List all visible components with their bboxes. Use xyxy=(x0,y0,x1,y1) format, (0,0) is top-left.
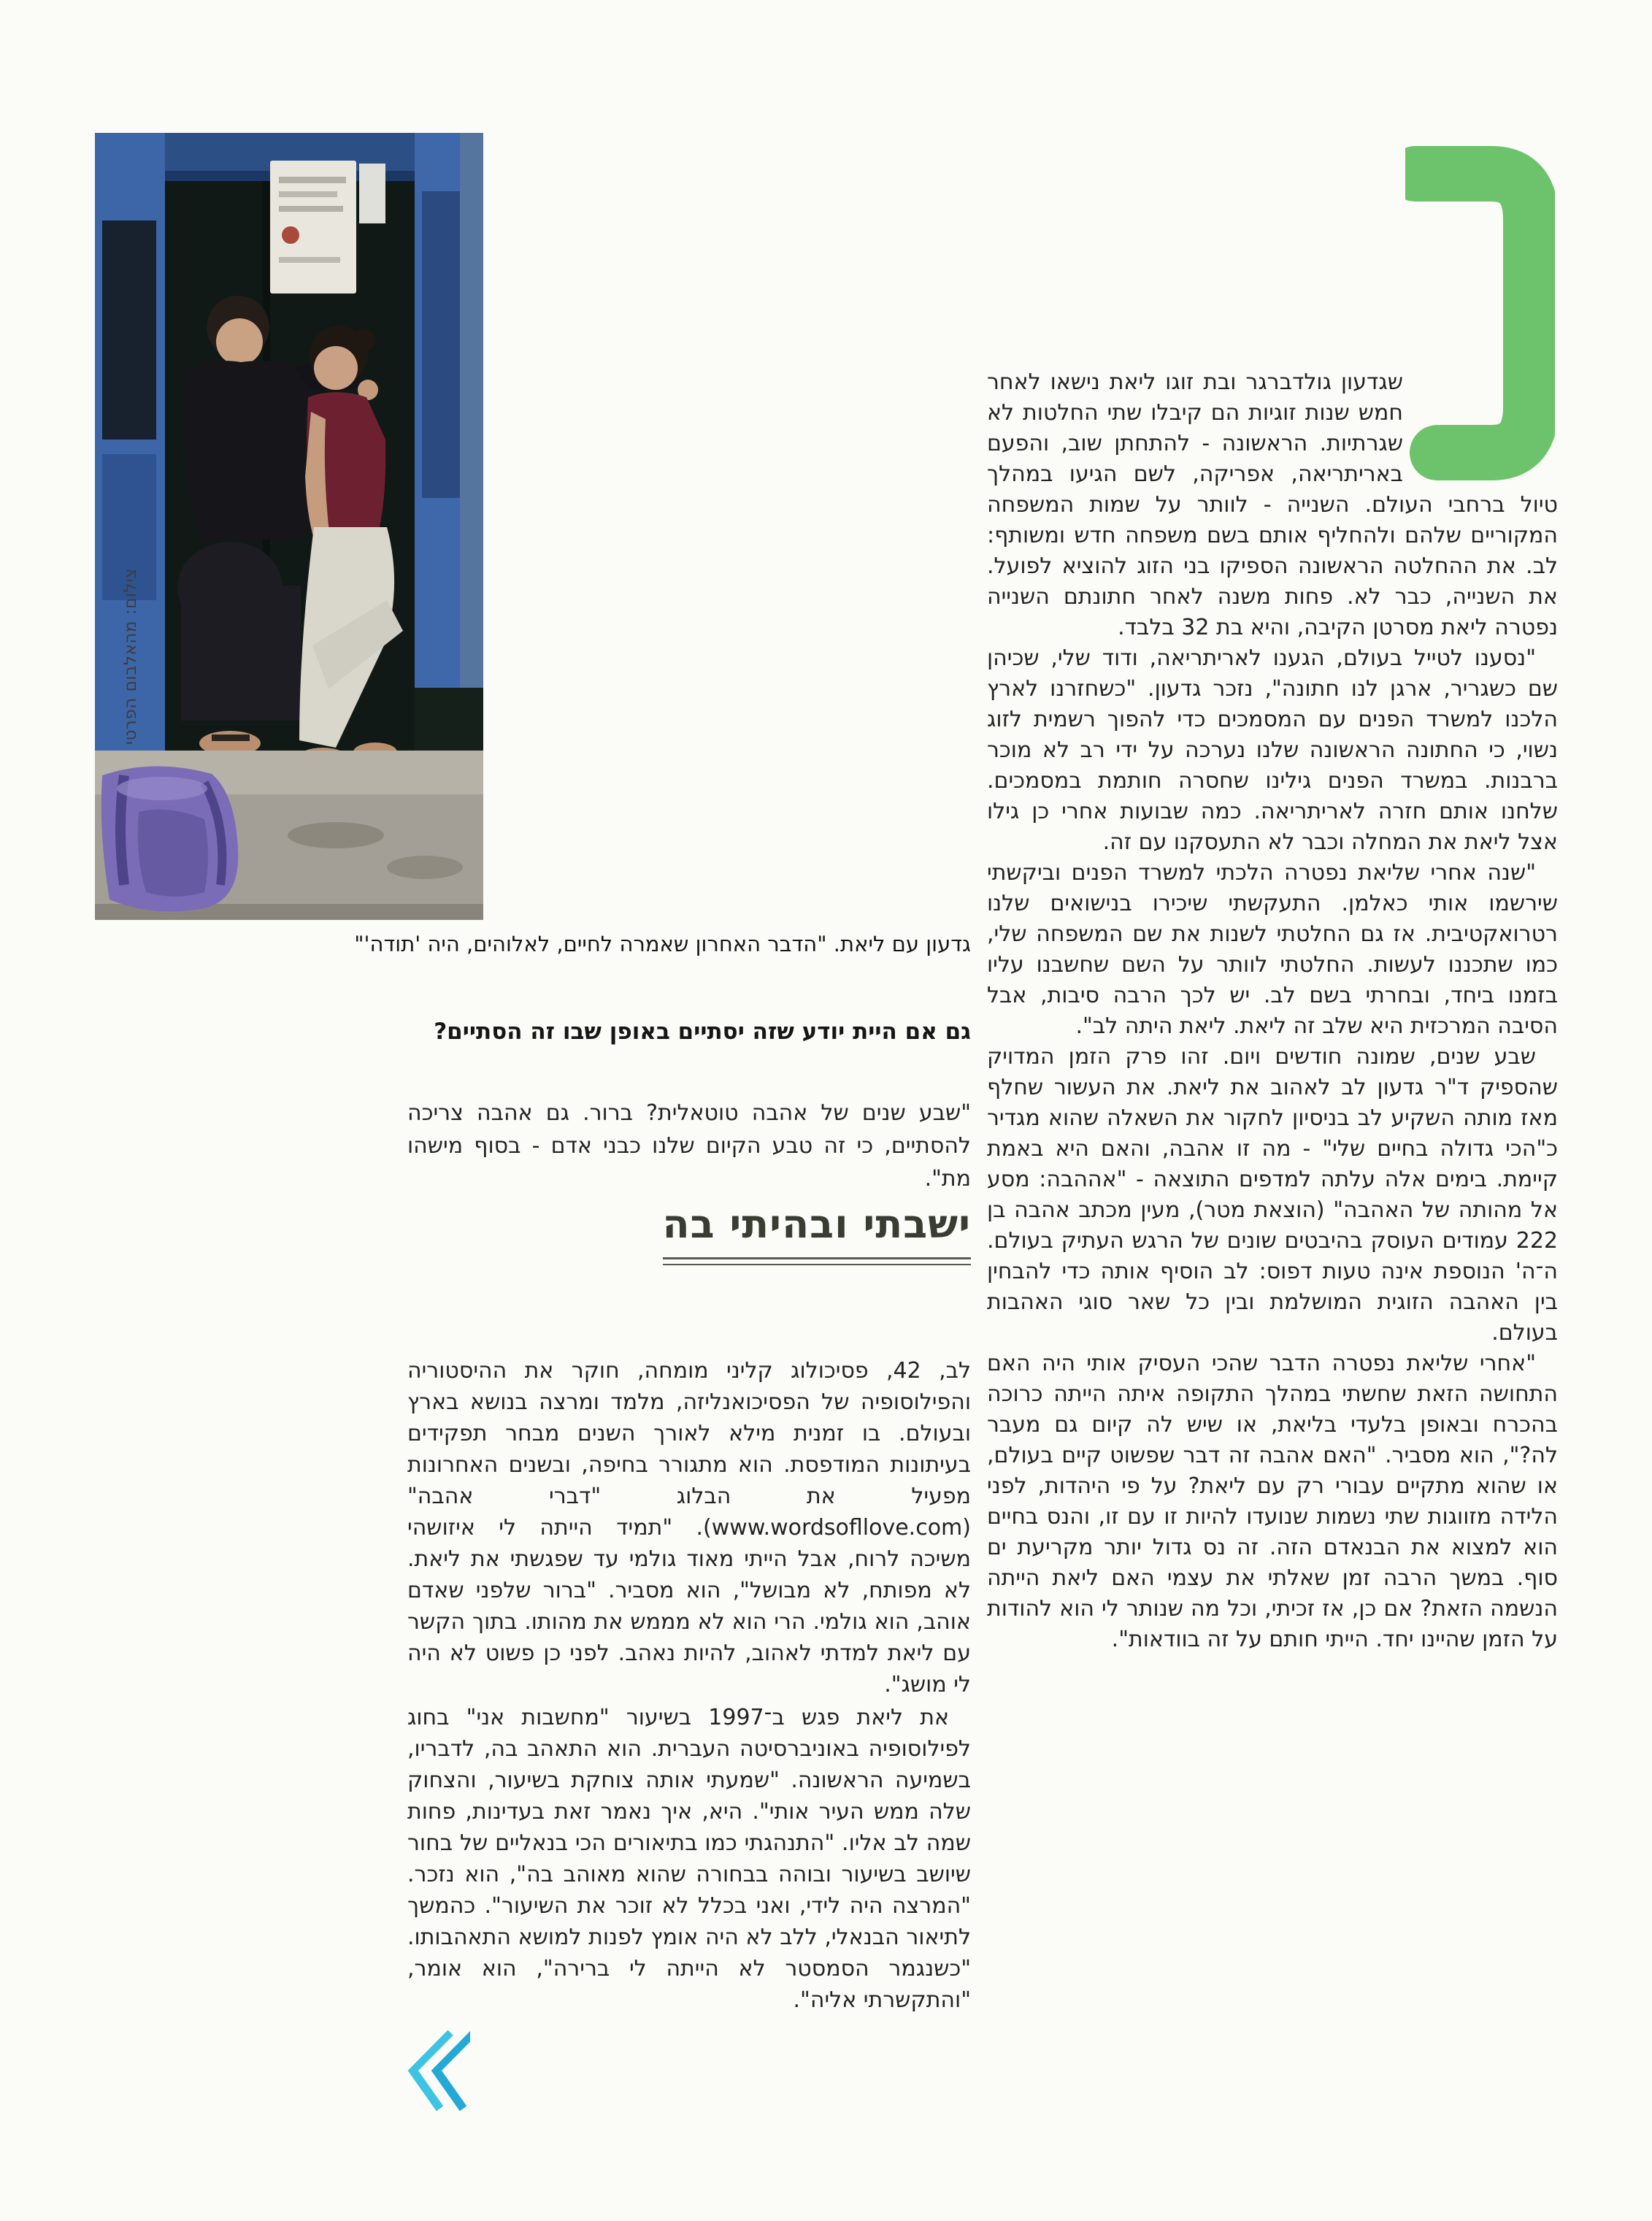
interview-question: גם אם היית יודע שזה יסתיים באופן שבו זה הסתיים? xyxy=(434,1019,971,1045)
left-window xyxy=(102,220,156,440)
small-sign xyxy=(359,164,385,223)
section-heading-row xyxy=(407,1203,971,1259)
interview-answer: "שבע שנים של אהבה טוטאלית? ברור. גם אהבה צריכה להסתיים, כי זה טבע הקיום שלנו כבני אדם - בסוף מישהו מת". xyxy=(407,1100,971,1192)
poster-text-line xyxy=(279,191,337,197)
man-shirt xyxy=(183,361,323,540)
man-pants xyxy=(181,586,301,721)
chevron-left xyxy=(408,2033,451,2109)
woman-hair-bun xyxy=(352,329,375,352)
poster-text-line xyxy=(279,177,346,183)
article-photo xyxy=(95,133,483,920)
sidewalk-stain xyxy=(288,822,384,848)
poster-text-line xyxy=(279,206,343,212)
man-face xyxy=(216,318,263,365)
woman-face xyxy=(314,346,358,390)
article-column-second xyxy=(407,1355,971,2016)
photo-credit: צילום: מהאלבום הפרטי xyxy=(121,568,140,745)
article-paragraph: שבע שנים, שמונה חודשים ויום. זהו פרק הזמן המדויק שהספיק ד"ר גדעון לב לאהוב את ליאת. את העשור שחלף מאז מותה השקיע לב בניסיון לחקור את השאלה שהוא מגדיר כ"הכי גדולה בחיים שלי" - מה זו אהבה, והאם היא באמת קיימת. בימים אלה עלתה למדפים התוצאה - "אההבה: מסע אל מהותה של האהבה" (הוצאת מטר), מעין מכתב אהבה בן 222 עמודים העוסק בהיבטים שונים של הרגש העתיק בעולם. ה־ה' הנוספת אינה טעות דפוס: לב הוסיף אותה כדי להבחין בין האהבה הזוגית המושלמת ובין כל שאר סוגי האהבות בעולם. xyxy=(987,1044,1558,1346)
photo-illustration xyxy=(95,133,483,920)
poster-mark xyxy=(282,226,299,244)
article-column-first xyxy=(987,367,1558,1655)
continuation-chevrons-icon xyxy=(400,2028,470,2113)
article-paragraph xyxy=(987,367,1558,643)
article-paragraph: "אחרי שליאת נפטרה הדבר שהכי העסיק אותי היה האם התחושה הזאת שחשתי במהלך התקופה איתה הייתה כרוכה בהכרח ובאופן בלעדי בליאת, או שיש לה קיום גם מעבר לה?", הוא מסביר. "האם אהבה זה דבר שפשוט קיים בעולם, או שהוא מתקיים עבורי רק עם ליאת? על פי היהדות, לפני הלידה מזווגות שתי נשמות שנועדו להיות זו עם זו, והנס בחיים הוא למצוא את הבנאדם הזה. זה נס גדול יותר מקריעת ים סוף. במשך הרבה זמן שאלתי את עצמי האם ליאת הייתה הנשמה הזאת? אם כן, אז זכיתי, וכל מה שנותר לי הוא להודות על הזמן שהיינו יחד. הייתי חותם על זה בוודאות". xyxy=(987,1351,1558,1652)
article-paragraph: "שנה אחרי שליאת נפטרה הלכתי למשרד הפנים וביקשתי שירשמו אותי כאלמן. התעקשתי שיכירו בנישואים שלנו רטרואקטיבית. אז גם החלטתי לשנות את שם המשפחה שלי, כמו שתכננו לעשות. החלטתי לוותר על השם שחשבנו עליו בזמנו ביחד, ובחרתי בשם לב. יש לכך הרבה סיבות, אבל הסיבה המרכזית היא שלב זה ליאת. ליאת היתה לב". xyxy=(987,860,1558,1039)
article-paragraph: "נסענו לטייל בעולם, הגענו לאריתריאה, ודוד שלי, שכיהן שם כשגריר, ארגן לנו חתונה", נזכר גדעון. "כשחזרנו לארץ הלכנו למשרד הפנים עם המסמכים כדי להפוך רשמית לזוג נשוי, כי החתונה הראשונה שלנו נערכה על ידי רב לא מוכר ברבנות. במשרד הפנים גילינו שחסרה חותמת במסמכים. שלחנו אותם חזרה לאריתריאה. כמה שבועות אחרי כן גילו אצל ליאת את המחלה וכבר לא התעסקנו עם זה. xyxy=(987,645,1558,855)
paragraph-text: שגדעון גולדברגר ובת זוגו ליאת נישאו לאחר חמש שנות זוגיות הם קיבלו שתי החלטות לא שגרתיות. הראשונה - להתחתן שוב, והפעם באריתריאה, אפריקה, לשם הגיעו במהלך טיול ברחבי העולם. השנייה - לוותר על שמות המשפחה המקוריים שלהם ולהחליף אותם בשם משפחה חדש ומשותף: לב. את ההחלטה הראשונה הספיקו בני הזוג להוציא לפועל. את השנייה, כבר לא. פחות משנה לאחר חתונתם השנייה נפטרה ליאת מסרטן הקיבה, והיא בת 32 בלבד. xyxy=(987,369,1558,640)
man-sandal-strap xyxy=(212,734,250,741)
article-paragraph: את ליאת פגש ב־1997 בשיעור "מחשבות אני" בחוג לפילוסופיה באוניברסיטה העברית. הוא התאהב בה, לדבריו, בשמיעה הראשונה. "שמעתי אותה צוחקת בשיעור, והצחוק שלה ממש העיר אותי". היא, איך נאמר זאת בעדינות, פחות שמה לב אליו. "התנהגתי כמו בתיאורים הכי בנאליים של בחור שיושב בשיעור ובוהה בבחורה שהוא מאוהב בה", הוא נזכר. "המרצה היה לידי, ואני בכלל לא זוכר את השיעור". כהמשך לתיאור הבנאלי, ללב לא היה אומץ לפנות למושא התאהבותו. "כשנגמר הסמסטר לא הייתה לי ברירה", הוא אומר, "והתקשרתי אליה". xyxy=(407,1705,971,2013)
backpack-pocket xyxy=(138,810,208,897)
article-paragraph: לב, 42, פסיכולוג קליני מומחה, חוקר את ההיסטוריה והפילוסופיה של הפסיכואנליזה, מלמד ומרצה בנושא בארץ ובעולם. בו זמנית מילא לאורך השנים מבחר תפקידים בעיתונות המודפסת. הוא מתגורר בחיפה, ובשנים האחרונות מפעיל את הבלוג "דברי אהבה" (www.wordsofllove.com). "תמיד הייתה לי איזושהי משיכה לרוח, אבל הייתי מאוד גולמי עד שפגשתי את ליאת. לא מפותח, לא מבושל", הוא מסביר. "ברור שלפני שאדם אוהב, הוא גולמי. הרי הוא לא מממש את מהותו. בתוך הקשר עם ליאת למדתי לאהוב, להיות נאהב. לפני כן פשוט לא היה לי מושג". xyxy=(407,1358,972,1698)
dropcap-spacer xyxy=(1403,367,1558,484)
right-frame-highlight xyxy=(460,133,483,688)
photo-caption: גדעון עם ליאת. "הדבר האחרון שאמרה לחיים, לאלוהים, היה 'תודה'" xyxy=(354,932,971,956)
sidewalk-stain xyxy=(387,856,463,879)
section-heading: ישבתי ובהיתי בה xyxy=(663,1203,971,1259)
poster-text-line xyxy=(279,257,340,263)
